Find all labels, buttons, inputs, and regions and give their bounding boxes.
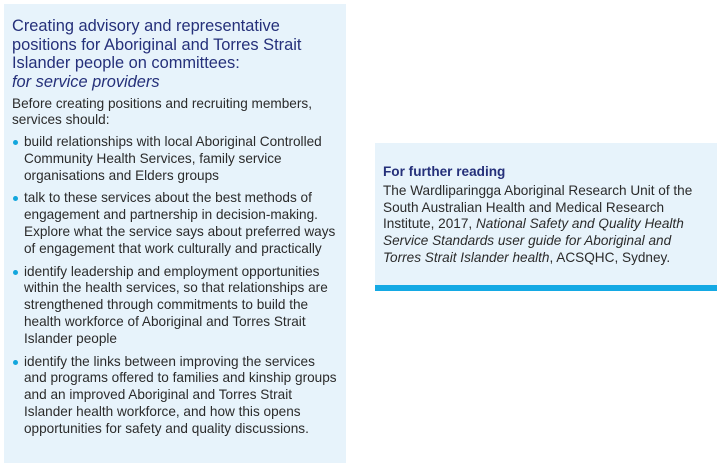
reference-title: National Safety and Quality Health Service Standards user guide for Aboriginal and Torres Strait Islander health: [383, 216, 684, 265]
list-item-text: identify the links between improving the services and programs offered to families and kinship groups and an improved Aboriginal and Torres Strait Islander health workforce, and how this opens opportunities for safety and quality discussions.: [24, 353, 337, 436]
list-item-text: talk to these services about the best methods of engagement and partnership in decision-making. Explore what the service says about preferred ways of engagement that work culturally and practically: [24, 190, 336, 256]
panel-title: Creating advisory and representative positions for Aboriginal and Torres Strait Islander people on committees:: [12, 17, 302, 72]
list-item: [12, 354, 338, 438]
further-reading-heading: For further reading: [383, 164, 506, 179]
list-item-text: identify leadership and employment opportunities within the health services, so that relationships are strengthened through commitments to build the health workforce of Aboriginal and Torres Strait Islander people: [24, 263, 328, 346]
bullet-icon: [13, 270, 18, 275]
reference-publisher: , ACSQHC, Sydney.: [549, 249, 671, 265]
further-reading-reference: [383, 183, 709, 267]
panel-subtitle: for service providers: [12, 72, 160, 91]
bullet-icon: [13, 360, 18, 365]
list-item: [12, 190, 338, 257]
panel-intro: Before creating positions and recruiting members, services should:: [12, 95, 312, 128]
list-item: [12, 264, 338, 348]
recommendation-list: [12, 134, 338, 438]
list-item-text: build relationships with local Aboriginal Controlled Community Health Services, family service organisations and Elders groups: [24, 134, 322, 183]
bullet-icon: [13, 196, 18, 201]
reference-authors: The Wardliparingga Aboriginal Research Unit of the South Australian Health and Medical Research Institute, 2017,: [383, 182, 693, 232]
list-item: [12, 134, 338, 184]
bullet-icon: [13, 140, 18, 145]
advisory-positions-panel: [4, 4, 346, 463]
further-reading-panel: [375, 143, 717, 291]
